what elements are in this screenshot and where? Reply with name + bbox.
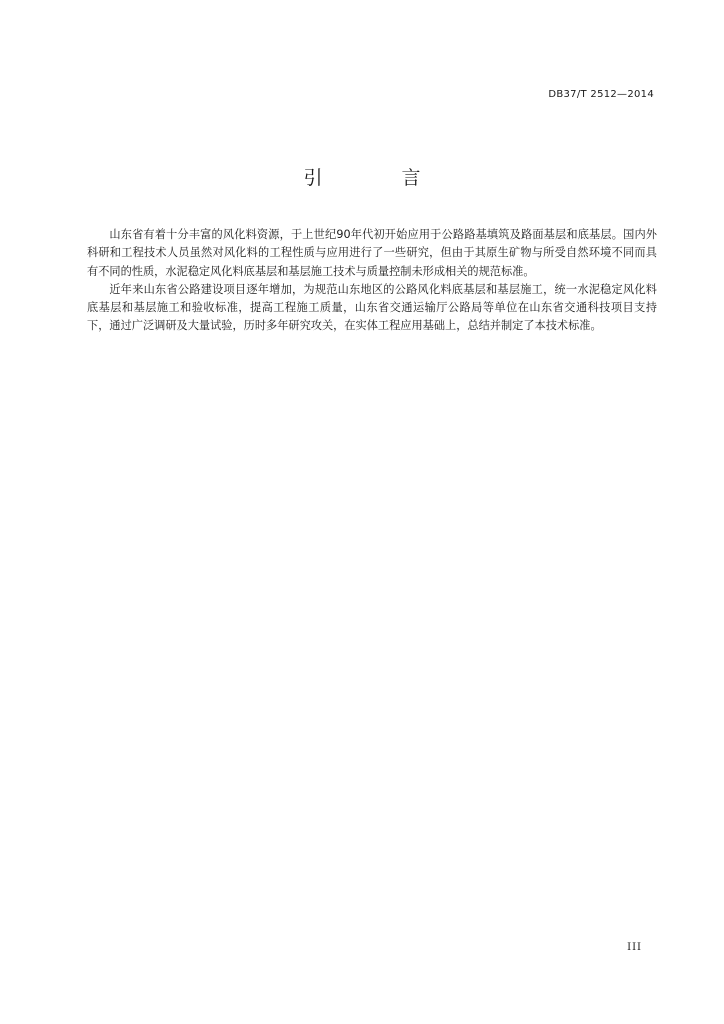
paragraph: 近年来山东省公路建设项目逐年增加，为规范山东地区的公路风化料底基层和基层施工，统一水泥稳定风化料底基层和基层施工和验收标准，提高工程施工质量，山东省交通运输厅公路局等单位在山东省交通科技项目支持下，通过广泛调研及大量试验，历时多年研究攻关，在实体工程应用基础上，总结并制定了本技术标准。 <box>87 282 657 333</box>
section-title: 引 言 <box>303 167 451 189</box>
document-code: DB37/T 2512—2014 <box>548 89 654 100</box>
paragraph: 山东省有着十分丰富的风化料资源，于上世纪90年代初开始应用于公路路基填筑及路面基层和底基层。国内外科研和工程技术人员虽然对风化料的工程性质与应用进行了一些研究，但由于其原生矿物与所受自然环境不同而具有不同的性质，水泥稳定风化料底基层和基层施工技术与质量控制未形成相关的规范标准。 <box>87 228 657 278</box>
body-text <box>87 226 657 336</box>
page-number: III <box>627 942 642 953</box>
